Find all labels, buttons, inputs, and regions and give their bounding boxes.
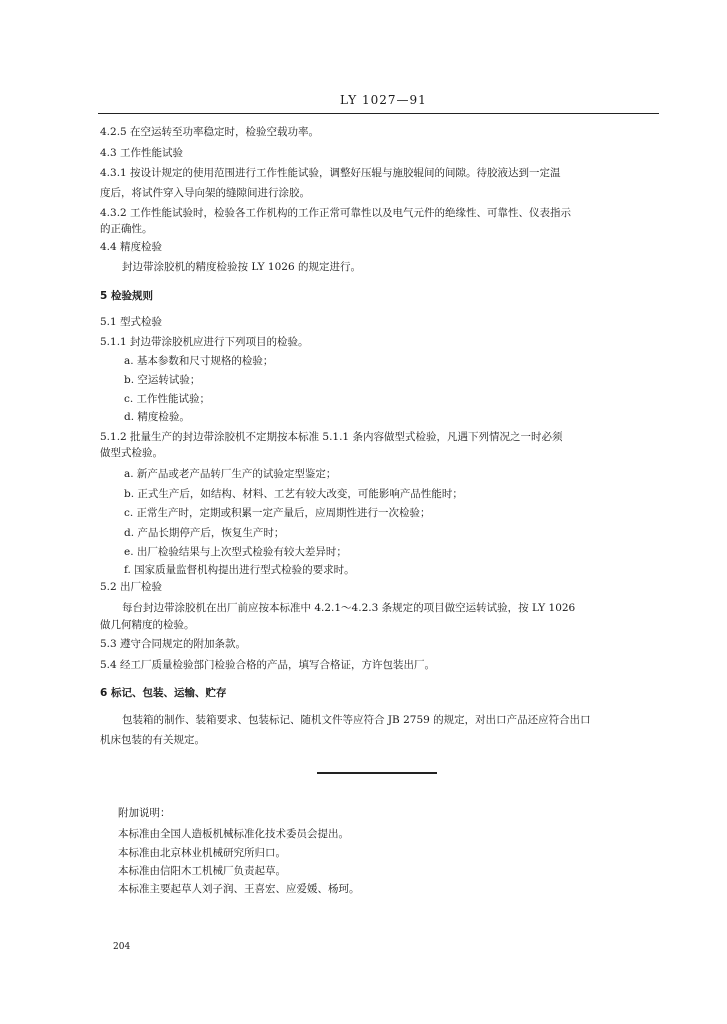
clause-4-3-2-line1: 4.3.2 工作性能试验时，检验各工作机构的工作正常可靠性以及电气元件的绝缘性、可靠性、仪表指示	[100, 207, 572, 219]
clause-5-4: 5.4 经工厂质量检验部门检验合格的产品，填写合格证，方许包装出厂。	[100, 659, 436, 671]
clause-4-4-text: 封边带涂胶机的精度检验按 LY 1026 的规定进行。	[122, 261, 361, 273]
clause-5-1-2-line2: 做型式检验。	[100, 447, 163, 459]
clause-5-2-line2: 做几何精度的检验。	[100, 619, 195, 631]
heading-4-3: 4.3 工作性能试验	[100, 147, 184, 159]
clause-5-1-1: 5.1.1 封边带涂胶机应进行下列项目的检验。	[100, 336, 309, 348]
note-item: 本标准由北京林业机械研究所归口。	[118, 847, 286, 859]
clause-5-1-2-line1: 5.1.2 批量生产的封边带涂胶机不定期按本标准 5.1.1 条内容做型式检验，凡遇下列情况之一时必须	[100, 431, 563, 443]
section-6-text-line2: 机床包装的有关规定。	[100, 734, 205, 746]
note-item: 本标准主要起草人刘子润、王喜宏、应爱媛、杨珂。	[118, 883, 360, 895]
list-item-5-1-2-b: b. 正式生产后，如结构、材料、工艺有较大改变，可能影响产品性能时；	[124, 488, 463, 500]
list-item-5-1-1-a: a. 基本参数和尺寸规格的检验；	[124, 355, 274, 367]
clause-4-3-1-line1: 4.3.1 按设计规定的使用范围进行工作性能试验，调整好压辊与施胶辊间的间隙。待胶液达到一定温	[100, 167, 561, 179]
list-item-5-1-2-d: d. 产品长期停产后，恢复生产时；	[124, 527, 285, 539]
standard-number-header: LY 1027—91	[340, 93, 427, 107]
list-item-5-1-2-e: e. 出厂检验结果与上次型式检验有较大差异时；	[124, 546, 347, 558]
list-item-5-1-2-c: c. 正常生产时，定期或积累一定产量后，应周期性进行一次检验；	[124, 507, 431, 519]
note-item: 本标准由全国人造板机械标准化技术委员会提出。	[118, 828, 349, 840]
section-6-heading: 6 标记、包装、运输、贮存	[100, 687, 227, 699]
clause-4-3-2-line2: 的正确性。	[100, 223, 153, 235]
heading-5-1: 5.1 型式检验	[100, 316, 163, 328]
header-rule	[98, 113, 659, 114]
heading-4-4: 4.4 精度检验	[100, 241, 163, 253]
heading-5-2: 5.2 出厂检验	[100, 581, 163, 593]
list-item-5-1-1-c: c. 工作性能试验；	[124, 393, 211, 405]
clause-5-2-line1: 每台封边带涂胶机在出厂前应按本标准中 4.2.1～4.2.3 条规定的项目做空运转试验，按 LY 1026	[122, 602, 576, 614]
list-item-5-1-1-b: b. 空运转试验；	[124, 374, 201, 386]
clause-5-3: 5.3 遵守合同规定的附加条款。	[100, 638, 247, 650]
clause-4-3-1-line2: 度后，将试件穿入导向架的缝隙间进行涂胶。	[100, 187, 310, 199]
section-5-heading: 5 检验规则	[100, 290, 153, 302]
section-6-text-line1: 包装箱的制作、装箱要求、包装标记、随机文件等应符合 JB 2759 的规定，对出口产品还应符合出口	[122, 714, 591, 726]
clause-4-2-5: 4.2.5 在空运转至功率稳定时，检验空载功率。	[100, 126, 320, 138]
list-item-5-1-2-f: f. 国家质量监督机构提出进行型式检验的要求时。	[124, 564, 355, 576]
list-item-5-1-1-d: d. 精度检验。	[124, 411, 190, 423]
list-item-5-1-2-a: a. 新产品或老产品转厂生产的试验定型鉴定；	[124, 468, 337, 480]
note-item: 本标准由信阳木工机械厂负责起草。	[118, 865, 286, 877]
end-separator-rule	[317, 772, 437, 774]
notes-title: 附加说明：	[118, 807, 171, 819]
page-number: 204	[113, 942, 131, 952]
